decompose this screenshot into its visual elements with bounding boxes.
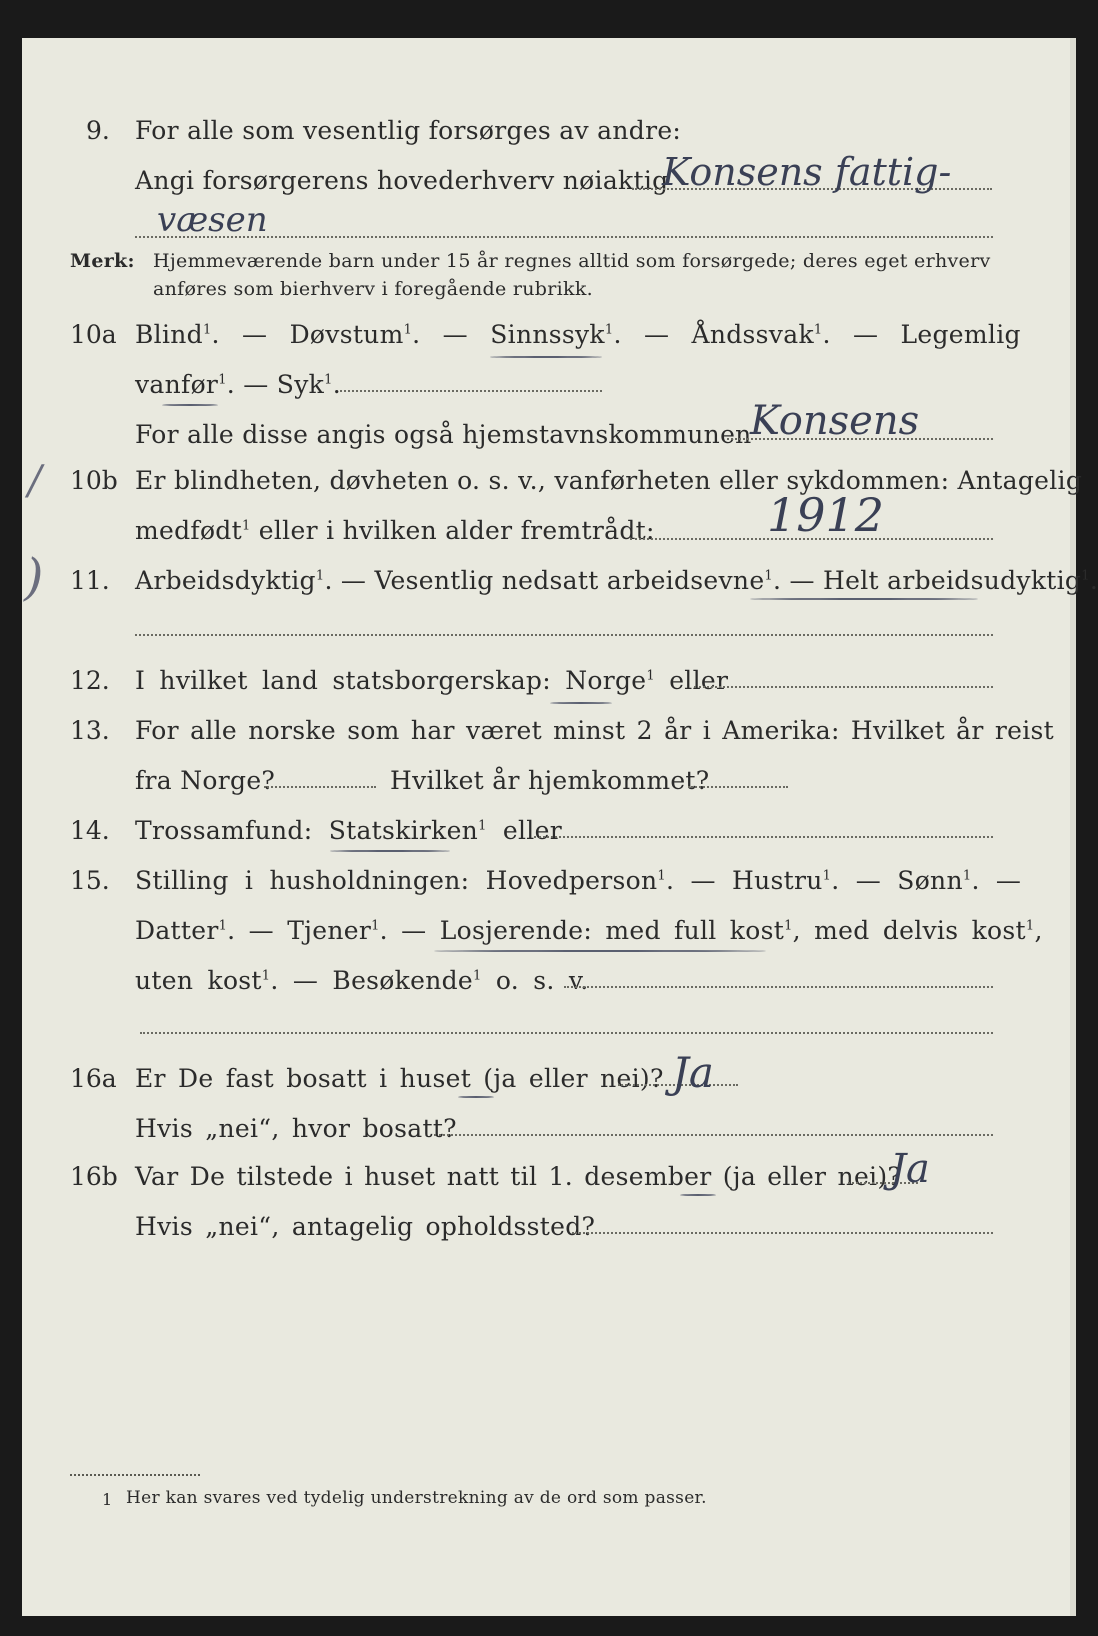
underline-mark — [550, 702, 612, 704]
merk-line-1: Hjemmeværende barn under 15 år regnes alltid som forsørgede; deres eget erhverv — [153, 250, 991, 272]
footnote-text: Her kan svares ved tydelig understrekning av de ord som passer. — [126, 1488, 707, 1508]
underline-mark — [330, 850, 450, 852]
question-number-13: 13. — [70, 716, 110, 745]
answer-line — [264, 786, 376, 788]
question-13-line-1: For alle norske som har været minst 2 år i Amerika: Hvilket år reist — [135, 716, 1055, 745]
question-number-15: 15. — [70, 866, 110, 895]
question-15-line-1: Stilling i husholdningen: Hovedperson$^1$. — Hustru$^1$. — Sønn$^1$. — — [135, 866, 1022, 895]
question-16a-line-2: Hvis „nei“, hvor bosatt? — [135, 1114, 457, 1143]
question-12-line-1: I hvilket land statsborgerskap: Norge$^1$ eller — [135, 666, 729, 695]
underline-mark — [490, 356, 602, 358]
question-number-10b: 10b — [70, 466, 118, 495]
answer-line — [572, 1232, 993, 1234]
question-15-line-2: Datter$^1$. — Tjener$^1$. — Losjerende: med full kost$^1$, med delvis kost$^1$, — [135, 916, 1043, 945]
footnote-mark: 1 — [102, 1490, 113, 1509]
underline-mark — [458, 1096, 494, 1098]
underline-mark — [162, 404, 218, 406]
question-number-12: 12. — [70, 666, 110, 695]
norge-option[interactable]: Norge — [565, 666, 647, 695]
question-16b-line-1: Var De tilstede i huset natt til 1. desember (ja eller nei)? — [135, 1162, 902, 1191]
margin-mark: / — [28, 458, 42, 504]
handwritten-answer-16b: Ja — [890, 1146, 930, 1192]
handwritten-answer-9-b: væsen — [157, 200, 268, 240]
question-16b-line-2: Hvis „nei“, antagelig opholdssted? — [135, 1212, 596, 1241]
handwritten-answer-10b: 1912 — [767, 488, 885, 542]
answer-line — [340, 390, 602, 392]
merk-line-2: anføres som bierhverv i foregående rubrikk. — [153, 278, 593, 300]
question-number-11: 11. — [70, 566, 110, 595]
question-11-line-1: Arbeidsdyktig$^1$. — Vesentlig nedsatt arbeidsevne$^1$. — Helt arbeidsudyktig$^1$. — [135, 566, 1098, 595]
sinnssyk-option[interactable]: Sinnssyk — [490, 320, 605, 349]
question-number-9: 9. — [86, 116, 110, 145]
underline-mark — [680, 1194, 716, 1196]
handwritten-answer-9-a: Konsens fattig- — [662, 150, 952, 194]
question-10a-line-2: vanfør$^1$. — Syk$^1$. — [135, 370, 341, 399]
question-14-line-1: Trossamfund: Statskirken$^1$ eller — [135, 816, 562, 845]
handwritten-answer-10a: Konsens — [750, 398, 920, 444]
question-9-line-1: For alle som vesentlig forsørges av andre: — [135, 116, 682, 145]
question-number-16a: 16a — [70, 1064, 117, 1093]
underline-mark — [750, 598, 978, 600]
answer-line — [534, 836, 993, 838]
question-10a-line-1: Blind$^1$. — Døvstum$^1$. — Sinnssyk$^1$. — Åndssvak$^1$. — Legemlig — [135, 320, 1021, 349]
footnote-separator — [70, 1474, 200, 1476]
question-number-10a: 10a — [70, 320, 117, 349]
merk-label: Merk: — [70, 250, 135, 272]
question-number-16b: 16b — [70, 1162, 118, 1191]
question-number-14: 14. — [70, 816, 110, 845]
question-10b-line-1: Er blindheten, døvheten o. s. v., vanførheten eller sykdommen: Antagelig — [135, 466, 1083, 495]
answer-line — [688, 786, 788, 788]
handwritten-answer-16a: Ja — [672, 1048, 714, 1097]
question-9-line-2: Angi forsørgerens hovederhverv nøiaktig — [135, 166, 669, 195]
answer-line — [140, 1032, 993, 1034]
answer-line — [564, 986, 993, 988]
margin-mark: ) — [24, 548, 44, 606]
answer-line — [694, 686, 993, 688]
answer-line — [434, 1134, 993, 1136]
form-page — [22, 38, 1098, 1616]
statskirken-option[interactable]: Statskirken — [328, 816, 479, 845]
answer-line — [135, 634, 993, 636]
underline-mark — [434, 950, 766, 952]
helt-arbeidsudyktig-option[interactable]: Helt arbeidsudyktig — [823, 566, 1082, 595]
question-13-line-2a: fra Norge? — [135, 766, 276, 795]
question-15-line-3: uten kost$^1$. — Besøkende$^1$ o. s. v. — [135, 966, 589, 995]
question-16a-line-1: Er De fast bosatt i huset (ja eller nei)? — [135, 1064, 664, 1093]
question-13-line-2b: Hvilket år hjemkommet? — [390, 766, 710, 795]
question-10a-line-3: For alle disse angis også hjemstavnskommunen — [135, 420, 752, 449]
question-10b-line-2: medfødt$^1$ eller i hvilken alder fremtrådt: — [135, 516, 655, 545]
losjerende-full-kost-option[interactable]: Losjerende: med full kost — [439, 916, 785, 945]
